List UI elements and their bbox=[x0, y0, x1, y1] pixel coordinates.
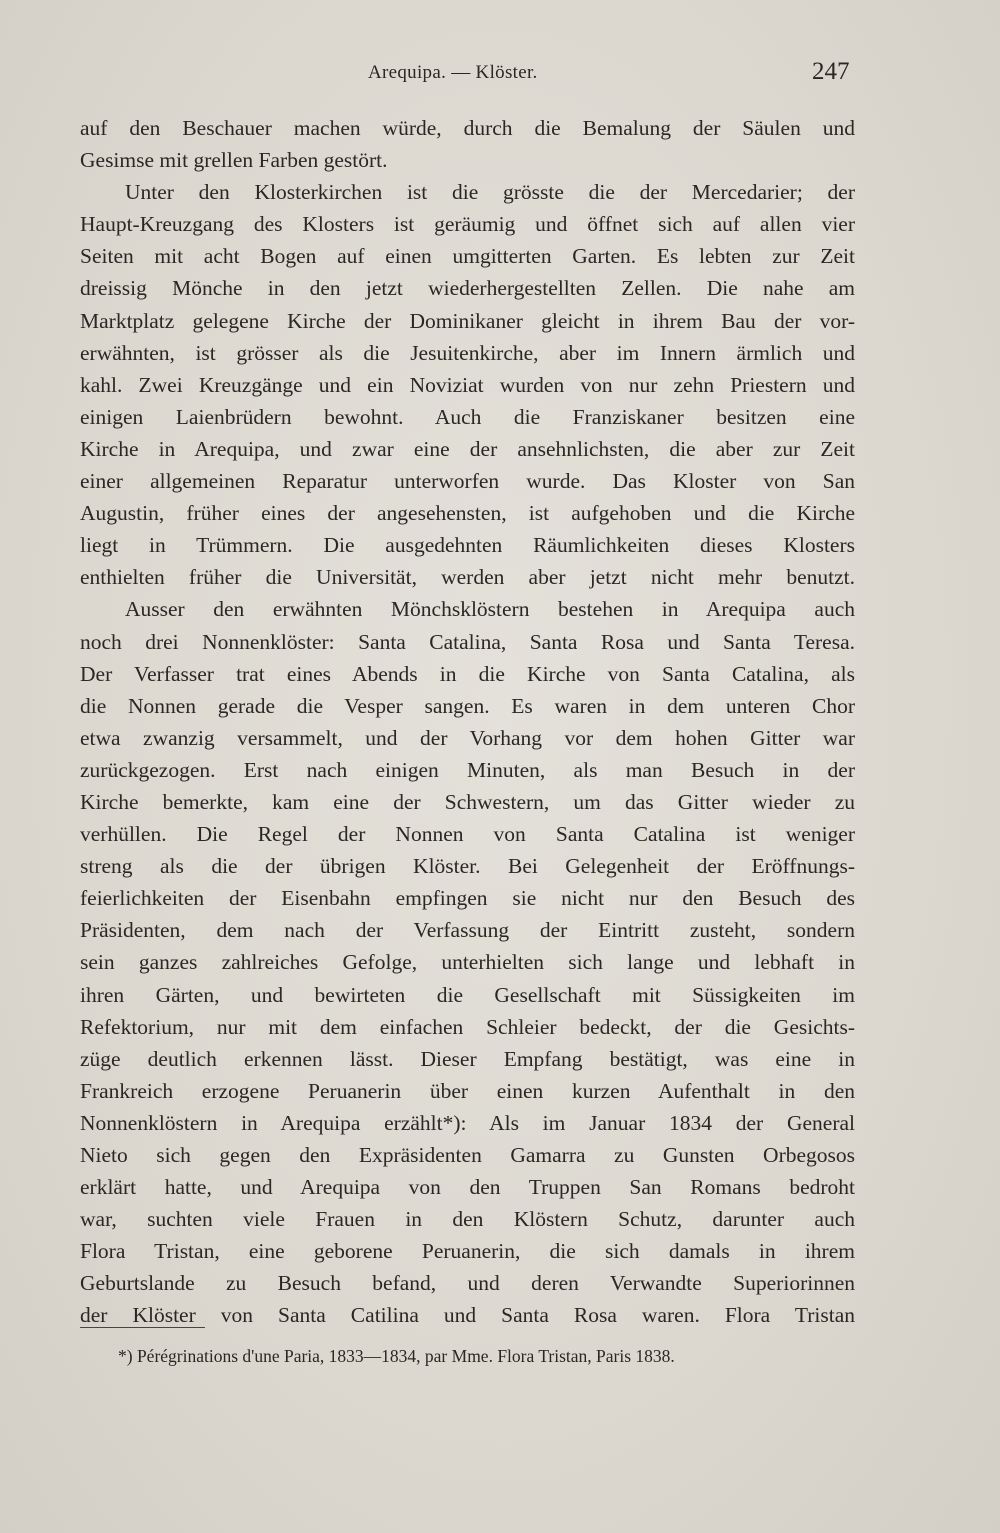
text-line: Der Verfasser trat eines Abends in die Kirche von Santa Catalina, als bbox=[80, 661, 855, 686]
running-title: Arequipa. — Klöster. bbox=[368, 62, 538, 83]
text-line: Augustin, früher eines der angesehensten, ist aufgehoben und die Kirche bbox=[80, 501, 855, 526]
text-line: Refektorium, nur mit dem einfachen Schleier bedeckt, der die Gesichts- bbox=[80, 1014, 855, 1039]
text-line: Flora Tristan, eine geborene Peruanerin, die sich damals in ihrem bbox=[80, 1239, 855, 1264]
text-line: war, suchten viele Frauen in den Klöstern Schutz, darunter auch bbox=[80, 1207, 855, 1232]
text-line: Geburtslande zu Besuch befand, und deren Verwandte Superiorinnen bbox=[80, 1271, 855, 1296]
body-text bbox=[80, 112, 855, 1332]
text-line: Kirche bemerkte, kam eine der Schwestern, um das Gitter wieder zu bbox=[80, 789, 855, 814]
text-line: zurückgezogen. Erst nach einigen Minuten, als man Besuch in der bbox=[80, 757, 855, 782]
text-line: dreissig Mönche in den jetzt wiederhergestellten Zellen. Die nahe am bbox=[80, 276, 855, 301]
text-line: etwa zwanzig versammelt, und der Vorhang vor dem hohen Gitter war bbox=[80, 725, 855, 750]
text-line: erwähnten, ist grösser als die Jesuitenkirche, aber im Innern ärmlich und bbox=[80, 340, 855, 365]
text-line: Unter den Klosterkirchen ist die grösste die der Mercedarier; der bbox=[125, 180, 855, 205]
text-line: einer allgemeinen Reparatur unterworfen wurde. Das Kloster von San bbox=[80, 469, 855, 494]
text-line: liegt in Trümmern. Die ausgedehnten Räumlichkeiten dieses Klosters bbox=[80, 533, 855, 558]
text-line: verhüllen. Die Regel der Nonnen von Santa Catalina ist weniger bbox=[80, 822, 855, 847]
text-line: einigen Laienbrüdern bewohnt. Auch die Franziskaner besitzen eine bbox=[80, 404, 855, 429]
text-line: erklärt hatte, und Arequipa von den Truppen San Romans bedroht bbox=[80, 1175, 855, 1200]
text-line: Seiten mit acht Bogen auf einen umgitterten Garten. Es lebten zur Zeit bbox=[80, 244, 855, 269]
text-line: streng als die der übrigen Klöster. Bei Gelegenheit der Eröffnungs- bbox=[80, 854, 855, 879]
text-line: Präsidenten, dem nach der Verfassung der Eintritt zusteht, sondern bbox=[80, 918, 855, 943]
text-line: noch drei Nonnenklöster: Santa Catalina, Santa Rosa und Santa Teresa. bbox=[80, 629, 855, 654]
footnote-divider bbox=[80, 1327, 205, 1328]
text-line: kahl. Zwei Kreuzgänge und ein Noviziat wurden von nur zehn Priestern und bbox=[80, 372, 855, 397]
text-line: Nieto sich gegen den Expräsidenten Gamarra zu Gunsten Orbegosos bbox=[80, 1143, 855, 1167]
text-line: Kirche in Arequipa, und zwar eine der ansehnlichsten, die aber zur Zeit bbox=[80, 436, 855, 461]
text-line: Marktplatz gelegene Kirche der Dominikaner gleicht in ihrem Bau der vor- bbox=[80, 308, 855, 333]
text-line: enthielten früher die Universität, werden aber jetzt nicht mehr benutzt. bbox=[80, 565, 855, 590]
text-line: auf den Beschauer machen würde, durch die Bemalung der Säulen und bbox=[80, 116, 855, 140]
text-line: der Klöster von Santa Catilina und Santa Rosa waren. Flora Tristan bbox=[80, 1303, 855, 1328]
text-line: feierlichkeiten der Eisenbahn empfingen sie nicht nur den Besuch des bbox=[80, 886, 855, 911]
text-line: die Nonnen gerade die Vesper sangen. Es waren in dem unteren Chor bbox=[80, 693, 855, 718]
text-line: Frankreich erzogene Peruanerin über einen kurzen Aufenthalt in den bbox=[80, 1078, 855, 1103]
text-line: Gesimse mit grellen Farben gestört. bbox=[80, 148, 388, 173]
running-header bbox=[0, 58, 1000, 92]
text-line: züge deutlich erkennen lässt. Dieser Empfang bestätigt, was eine in bbox=[80, 1046, 855, 1071]
text-line: Nonnenklöstern in Arequipa erzählt*): Als im Januar 1834 der General bbox=[80, 1110, 855, 1135]
page-number: 247 bbox=[812, 58, 850, 85]
text-line: sein ganzes zahlreiches Gefolge, unterhielten sich lange und lebhaft in bbox=[80, 950, 855, 975]
text-line: Haupt-Kreuzgang des Klosters ist geräumig und öffnet sich auf allen vier bbox=[80, 212, 855, 237]
text-line: ihren Gärten, und bewirteten die Gesellschaft mit Süssigkeiten im bbox=[80, 982, 855, 1007]
footnote: *) Pérégrinations d'une Paria, 1833—1834, par Mme. Flora Tristan, Paris 1838. bbox=[118, 1346, 675, 1366]
text-line: Ausser den erwähnten Mönchsklöstern bestehen in Arequipa auch bbox=[125, 597, 855, 622]
